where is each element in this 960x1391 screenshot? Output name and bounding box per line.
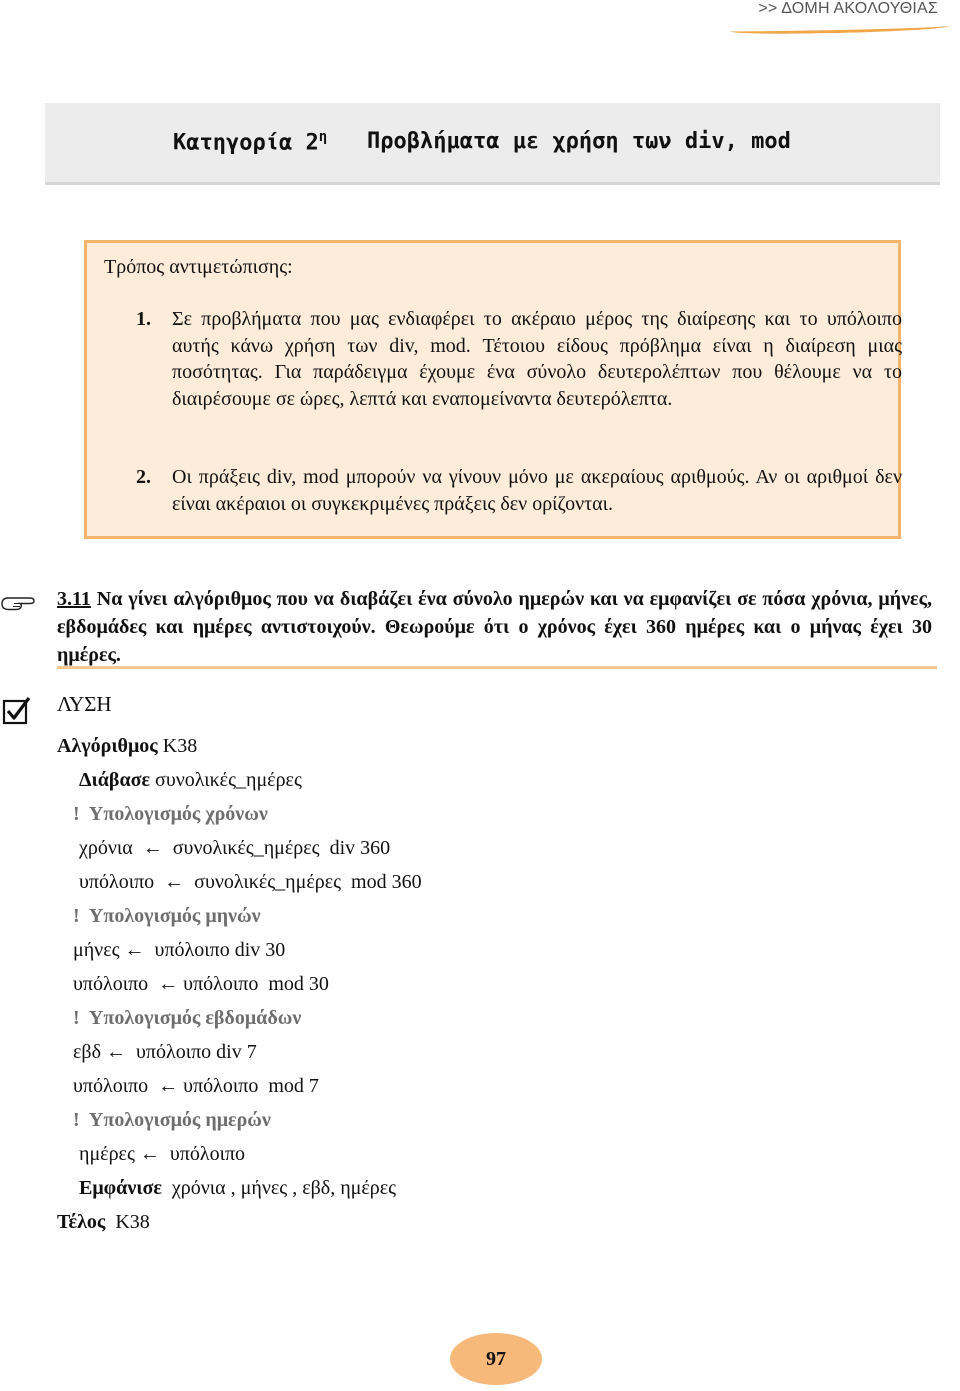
code-line	[79, 1177, 396, 1200]
code-line: ημέρες ← υπόλοιπο	[79, 1143, 246, 1165]
category-title	[173, 129, 327, 155]
page-number: 97	[450, 1333, 542, 1385]
code-keyword: Εμφάνισε	[79, 1177, 162, 1199]
method-item-number: 2.	[136, 466, 151, 488]
code-comment: ! Υπολογισμός μηνών	[73, 905, 261, 927]
code-line	[57, 735, 197, 758]
code-text: K38	[157, 735, 198, 757]
pointing-hand-icon	[0, 591, 38, 611]
code-line	[57, 1211, 150, 1234]
code-comment: ! Υπολογισμός χρόνων	[73, 803, 268, 825]
solution-heading: ΛΥΣΗ	[57, 692, 112, 716]
exercise-number: 3.11	[57, 588, 91, 610]
method-item-text: Οι πράξεις div, mod μπορούν να γίνουν μόνο με ακεραίους αριθμούς. Αν οι αριθμοί δεν είναι ακέραιοι οι συγκεκριμένες πράξεις δεν ορίζονται.	[172, 466, 902, 515]
code-line: υπόλοιπο ← συνολικές_ημέρες mod 360	[79, 871, 422, 893]
code-comment: ! Υπολογισμός εβδομάδων	[73, 1007, 302, 1029]
method-item-number: 1.	[136, 308, 151, 330]
exercise-divider	[57, 666, 937, 669]
method-heading: Τρόπος αντιμετώπισης:	[104, 256, 293, 278]
code-keyword: Τέλος	[57, 1211, 106, 1233]
category-superscript: η	[318, 129, 328, 145]
code-line: υπόλοιπο ← υπόλοιπο mod 7	[73, 1075, 319, 1097]
category-label: Κατηγορία 2	[173, 130, 319, 156]
method-box	[84, 240, 901, 539]
code-text: χρόνια , μήνες , εβδ, ημέρες	[161, 1177, 397, 1199]
code-comment: ! Υπολογισμός ημερών	[73, 1109, 271, 1131]
code-line: χρόνια ← συνολικές_ημέρες div 360	[79, 837, 391, 859]
topic-title: Προβλήματα με χρήση των div, mod	[367, 129, 791, 154]
exercise-text: Να γίνει αλγόριθμος που να διαβάζει ένα σύνολο ημερών και να εμφανίζει σε πόσα χρόνια, μήνες, εβδομάδες και ημέρες αντιστοιχούν. Θεωρούμε ότι ο χρόνος έχει 360 ημέρες και ο μήνας έχει 30 ημέρες.	[57, 588, 933, 666]
method-item-text: Σε προβλήματα που μας ενδιαφέρει το ακέραιο μέρος της διαίρεσης και το υπόλοιπο αυτής κάνω χρήση των div, mod. Τέτοιου είδους πρόβλημα είναι η διαίρεση μιας ποσότητας. Για παράδειγμα έχουμε ένα σύνολο δευτερολέπτων που θέλουμε να το διαιρέσουμε σε ώρες, λεπτά και εναπομείναντα δευτερόλεπτα.	[172, 308, 902, 410]
code-line: μήνες ← υπόλοιπο div 30	[73, 939, 286, 961]
exercise-statement	[57, 585, 932, 669]
code-keyword: Αλγόριθμος	[57, 735, 158, 757]
section-tag: >> ΔΟΜΗ ΑΚΟΛΟΥΘΙΑΣ	[758, 0, 938, 17]
code-line	[79, 769, 302, 792]
section-tag-underline	[730, 22, 950, 35]
code-keyword: Διάβασε	[79, 769, 151, 791]
checkbox-checked-icon	[2, 695, 32, 725]
code-line: εβδ ← υπόλοιπο div 7	[73, 1041, 257, 1063]
code-text: συνολικές_ημέρες	[150, 769, 302, 791]
code-text: K38	[105, 1211, 150, 1233]
title-band	[45, 103, 940, 185]
code-line: υπόλοιπο ← υπόλοιπο mod 30	[73, 973, 329, 995]
